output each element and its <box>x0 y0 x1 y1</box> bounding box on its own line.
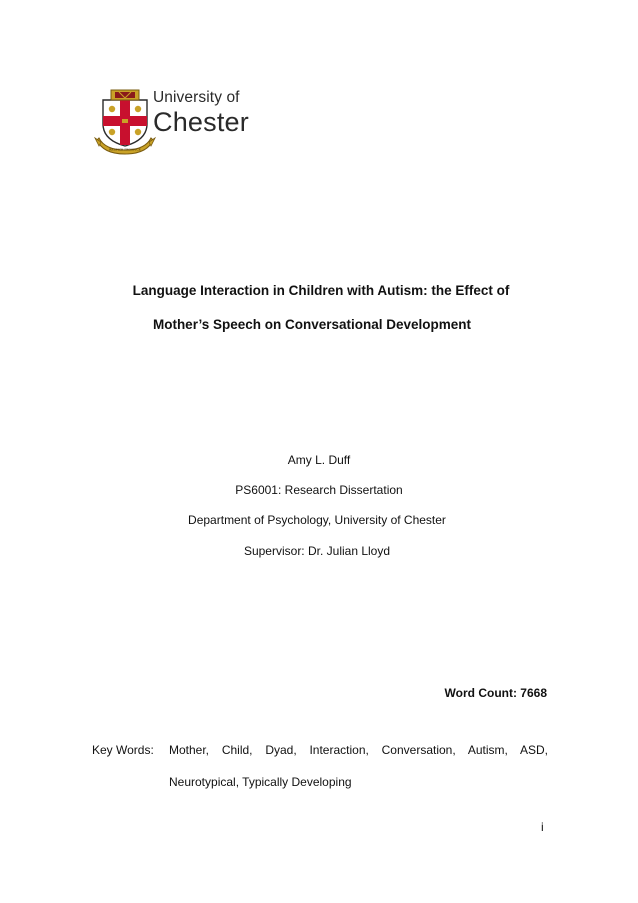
module-code: PS6001: Research Dissertation <box>235 483 403 497</box>
dissertation-title-line2: Mother’s Speech on Conversational Development <box>152 317 472 332</box>
keywords-row-1 <box>92 743 548 757</box>
department: Department of Psychology, University of Chester <box>188 513 446 527</box>
keywords-line2: Neurotypical, Typically Developing <box>169 775 352 789</box>
keywords-block <box>92 743 548 789</box>
logo-text-line1: University of <box>153 89 240 106</box>
keywords-label: Key Words: <box>92 743 154 757</box>
crest-motto: RESPICE PROSPICE <box>109 147 141 152</box>
university-crest-icon <box>93 88 157 160</box>
logo-wordmark <box>153 90 249 136</box>
logo-text-line2: Chester <box>153 106 249 137</box>
dissertation-title-line1: Language Interaction in Children with Autism: the Effect of <box>132 283 510 298</box>
page-number: i <box>541 820 544 834</box>
author-name: Amy L. Duff <box>287 453 351 467</box>
supervisor: Supervisor: Dr. Julian Lloyd <box>243 544 391 558</box>
university-logo <box>93 88 263 160</box>
keywords-line1: Mother, Child, Dyad, Interaction, Conversation, Autism, ASD, <box>169 743 548 757</box>
word-count: Word Count: 7668 <box>444 686 547 700</box>
